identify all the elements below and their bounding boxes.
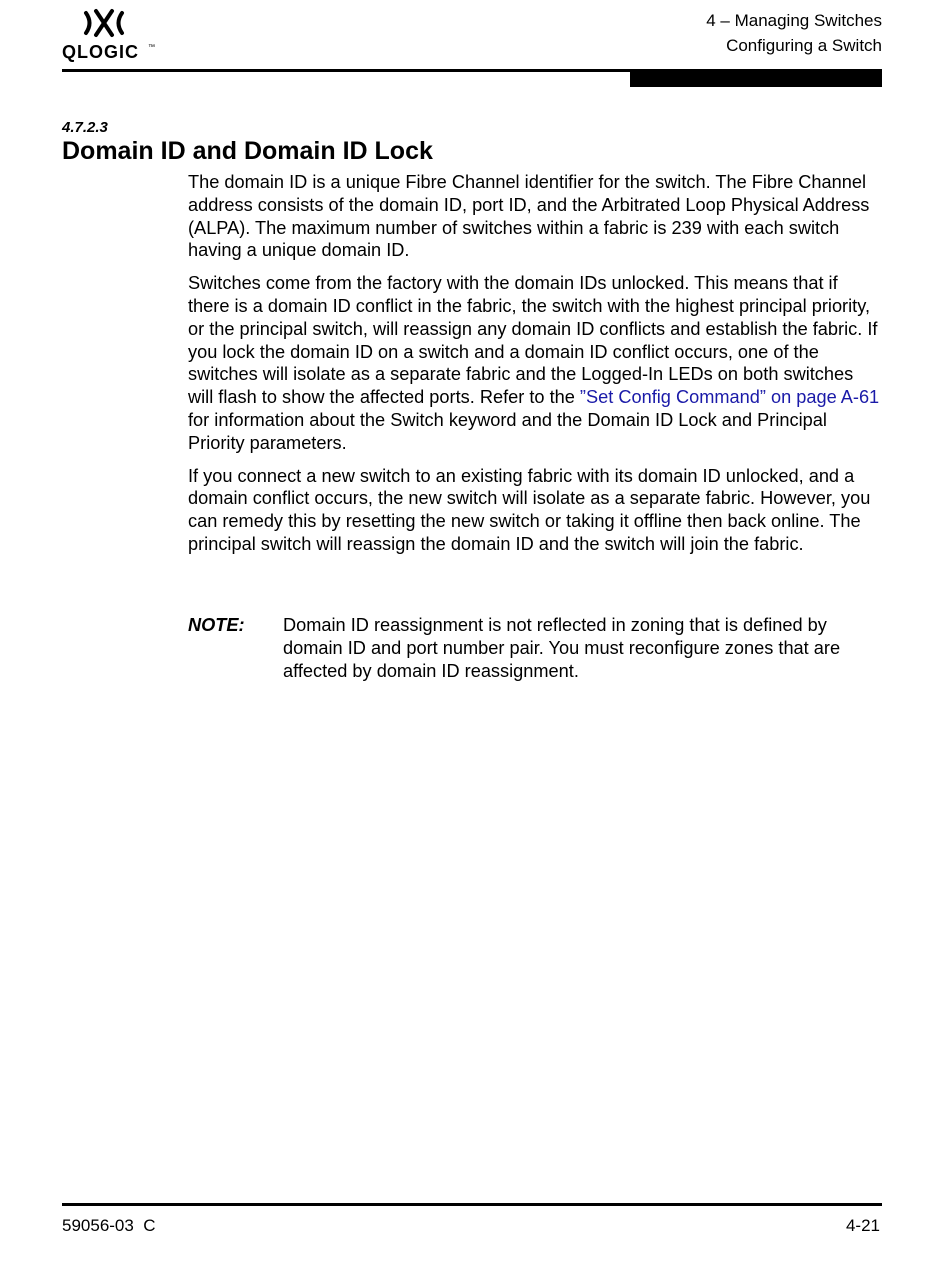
paragraph-1: The domain ID is a unique Fibre Channel identifier for the switch. The Fibre Channel address consists of the domain ID, port ID, and the Arbitrated Loop Physical Address (ALPA). The maximum number of switches within a fabric is 239 with each switch having a unique domain ID. bbox=[188, 172, 870, 261]
logo-text: QLOGIC bbox=[62, 42, 139, 62]
qlogic-emblem-icon bbox=[83, 8, 125, 38]
paragraph-3: If you connect a new switch to an existing fabric with its domain ID unlocked, and a domain conflict occurs, the new switch will isolate as a separate fabric. However, you can remedy this by resetting the new switch or taking it offline then back online. The principal switch will reassign the domain ID and the switch will join the fabric. bbox=[188, 465, 871, 554]
qlogic-logo bbox=[62, 6, 155, 62]
running-header bbox=[706, 8, 882, 58]
footer-rule bbox=[62, 1203, 882, 1206]
chapter-title: 4 – Managing Switches bbox=[706, 11, 882, 30]
set-config-command-link[interactable]: ”Set Config Command” on page A-61 bbox=[579, 387, 880, 408]
document-id: 59056-03 C bbox=[62, 1216, 156, 1235]
page-number: 4-21 bbox=[845, 1216, 880, 1235]
header-bar bbox=[630, 72, 882, 87]
section-title: Domain ID and Domain ID Lock bbox=[62, 137, 433, 165]
paragraph-2 bbox=[188, 272, 882, 454]
logo-trademark: ™ bbox=[148, 44, 155, 51]
paragraph-2-text-a: Switches come from the factory with the domain IDs unlocked. This means that if there is a domain ID conflict in the fabric, the switch with the highest principal priority, or the principal switch, will reassign any domain ID conflicts and establish the fabric. If you lock the domain ID on a switch and a domain ID conflict occurs, one of the switches will isolate as a separate fabric and the Logged-In LEDs on both switches will flash to show the affected ports. Refer to the bbox=[188, 273, 878, 408]
note-label: NOTE: bbox=[188, 615, 245, 635]
body-text bbox=[188, 171, 882, 566]
paragraph-2-text-b: for information about the Switch keyword and the Domain ID Lock and Principal Priority parameters. bbox=[188, 409, 827, 453]
section-header: Configuring a Switch bbox=[726, 36, 882, 55]
note-text: Domain ID reassignment is not reflected in zoning that is defined by domain ID and port number pair. You must reconfigure zones that are affected by domain ID reassignment. bbox=[283, 615, 841, 681]
section-number: 4.7.2.3 bbox=[62, 119, 108, 136]
